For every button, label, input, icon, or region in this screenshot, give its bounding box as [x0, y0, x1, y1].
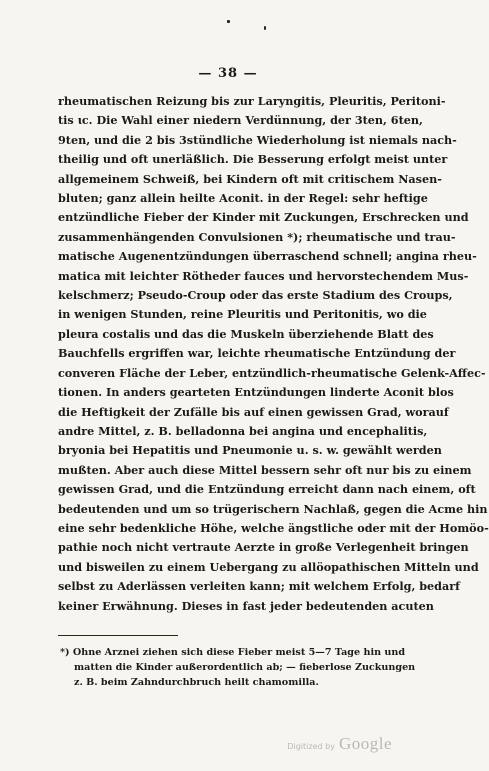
text-line: und bisweilen zu einem Uebergang zu allöopathischen Mitteln und [58, 559, 479, 574]
text-line: pathie noch nicht vertraute Aerzte in große Verlegenheit bringen [58, 540, 469, 555]
main-text [58, 92, 489, 616]
text-line: tis ɩc. Die Wahl einer niedern Verdünnung, der 3ten, 6ten, [58, 113, 423, 128]
text-line: 9ten, und die 2 bis 3stündliche Wiederholung ist niemals nach- [58, 132, 457, 147]
watermark-prefix: Digitized by [287, 742, 335, 751]
text-line: keiner Erwähnung. Dieses in fast jeder bedeutenden acuten [58, 598, 434, 613]
text-line: mußten. Aber auch diese Mittel bessern sehr oft nur bis zu einem [58, 462, 472, 477]
text-line: matica mit leichter Rötheder fauces und hervorstechendem Mus- [58, 268, 469, 283]
text-line: andre Mittel, z. B. belladonna bei angina und encephalitis, [58, 423, 428, 438]
footnote-line: matten die Kinder außerordentlich ab; — fieberlose Zuckungen [74, 662, 416, 673]
page-number: — 38 — [198, 66, 258, 81]
text-line: bryonia bei Hepatitis und Pneumonie u. s. w. gewählt werden [58, 443, 442, 458]
text-line: bedeutenden und um so trügerischern Nachlaß, gegen die Acme hin [58, 501, 488, 516]
footnote-line: z. B. beim Zahndurchbruch heilt chamomilla. [74, 677, 319, 688]
digitized-by-google-watermark [287, 734, 392, 754]
ink-speck [264, 26, 266, 30]
google-logo: Google [338, 734, 392, 753]
text-line: gewissen Grad, und die Entzündung erreicht dann nach einem, oft [58, 482, 476, 497]
text-line: eine sehr bedenkliche Höhe, welche ängstliche oder mit der Homöo- [58, 520, 489, 535]
text-line: entzündliche Fieber der Kinder mit Zuckungen, Erschrecken und [58, 210, 469, 225]
text-line: allgemeinem Schweiß, bei Kindern oft mit critischem Nasen- [58, 171, 442, 186]
text-line: Bauchfells ergriffen war, leichte rheumatische Entzündung der [58, 346, 456, 361]
text-line: converen Fläche der Leber, entzündlich-rheumatische Gelenk-Affec- [58, 365, 486, 380]
text-line: matische Augenentzündungen überraschend schnell; angina rheu- [58, 249, 477, 264]
text-line: pleura costalis und das die Muskeln überziehende Blatt des [58, 326, 434, 341]
ink-speck [227, 20, 230, 23]
text-line: die Heftigkeit der Zufälle bis auf einen gewissen Grad, worauf [58, 404, 449, 419]
text-line: zusammenhängenden Convulsionen *); rheumatische und trau- [58, 229, 456, 244]
text-line: theilig und oft unerläßlich. Die Besserung erfolgt meist unter [58, 152, 448, 167]
text-line: bluten; ganz allein heilte Aconit. in der Regel: sehr heftige [58, 191, 428, 206]
text-line: in wenigen Stunden, reine Pleuritis und Peritonitis, wo die [58, 307, 427, 322]
footnote [60, 645, 416, 690]
text-line: kelschmerz; Pseudo-Croup oder das erste Stadium des Croups, [58, 288, 453, 303]
footnote-divider [58, 635, 178, 636]
text-line: selbst zu Aderlässen verleiten kann; mit welchem Erfolg, bedarf [58, 579, 460, 594]
text-line: tionen. In anders gearteten Entzündungen linderte Aconit blos [58, 385, 454, 400]
text-line: rheumatischen Reizung bis zur Laryngitis, Pleuritis, Peritoni- [58, 94, 446, 108]
footnote-line: *) Ohne Arznei ziehen sich diese Fieber meist 5—7 Tage hin und [60, 647, 406, 658]
